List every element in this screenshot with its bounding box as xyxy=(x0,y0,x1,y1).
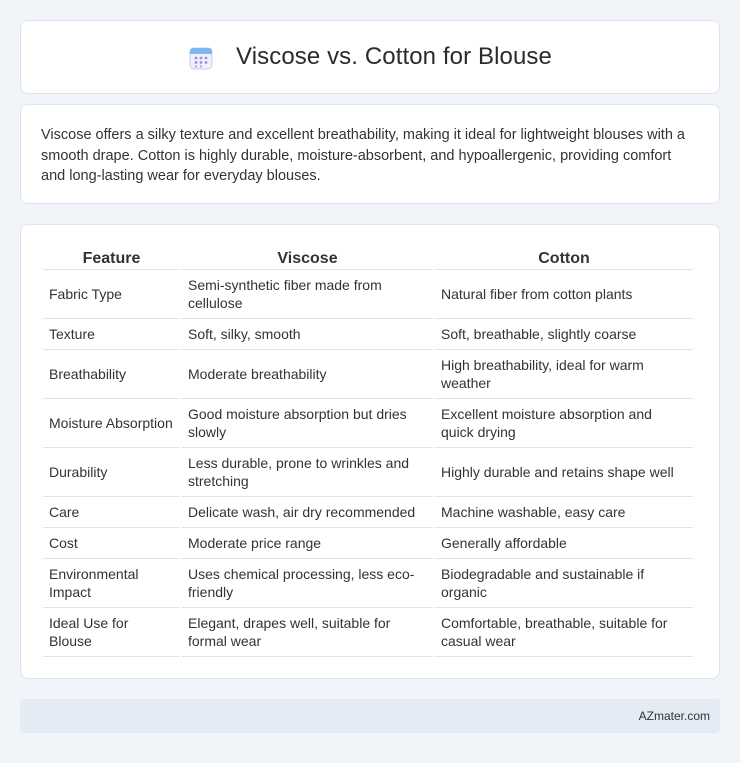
footer xyxy=(20,699,720,733)
viscose-cell: Less durable, prone to wrinkles and stretching xyxy=(182,448,433,497)
viscose-cell: Elegant, drapes well, suitable for formal wear xyxy=(182,608,433,657)
table-row xyxy=(43,399,693,448)
calendar-icon xyxy=(188,45,214,71)
header-feature: Feature xyxy=(43,245,180,270)
table-header-row xyxy=(43,245,693,270)
feature-cell: Environmental Impact xyxy=(43,559,180,608)
header xyxy=(21,21,719,93)
table-row xyxy=(43,497,693,528)
feature-cell: Texture xyxy=(43,319,180,350)
viscose-cell: Moderate breathability xyxy=(182,350,433,399)
cotton-cell: Soft, breathable, slightly coarse xyxy=(435,319,693,350)
table-row xyxy=(43,528,693,559)
feature-cell: Ideal Use for Blouse xyxy=(43,608,180,657)
table-row xyxy=(43,350,693,399)
comparison-table xyxy=(41,245,695,657)
cotton-cell: Excellent moisture absorption and quick drying xyxy=(435,399,693,448)
cotton-cell: Biodegradable and sustainable if organic xyxy=(435,559,693,608)
table-row xyxy=(43,559,693,608)
table-row xyxy=(43,319,693,350)
viscose-cell: Good moisture absorption but dries slowly xyxy=(182,399,433,448)
cotton-cell: Generally affordable xyxy=(435,528,693,559)
comparison-table-card xyxy=(20,224,720,679)
viscose-cell: Soft, silky, smooth xyxy=(182,319,433,350)
feature-cell: Breathability xyxy=(43,350,180,399)
feature-cell: Care xyxy=(43,497,180,528)
table-row xyxy=(43,608,693,657)
feature-cell: Fabric Type xyxy=(43,270,180,319)
summary-card xyxy=(20,104,720,204)
summary-text: Viscose offers a silky texture and excellent breathability, making it ideal for lightweight blouses with a smooth drape. Cotton is highly durable, moisture-absorbent, and hypoallergenic, providing comfort and long-lasting wear for everyday blouses. xyxy=(41,127,685,184)
header-cotton: Cotton xyxy=(435,245,693,270)
viscose-cell: Moderate price range xyxy=(182,528,433,559)
cotton-cell: Machine washable, easy care xyxy=(435,497,693,528)
feature-cell: Durability xyxy=(43,448,180,497)
cotton-cell: Comfortable, breathable, suitable for casual wear xyxy=(435,608,693,657)
feature-cell: Cost xyxy=(43,528,180,559)
viscose-cell: Delicate wash, air dry recommended xyxy=(182,497,433,528)
header-viscose: Viscose xyxy=(182,245,433,270)
viscose-cell: Uses chemical processing, less eco-friendly xyxy=(182,559,433,608)
footer-brand: AZmater.com xyxy=(638,709,710,723)
table-row xyxy=(43,270,693,319)
feature-cell: Moisture Absorption xyxy=(43,399,180,448)
cotton-cell: Highly durable and retains shape well xyxy=(435,448,693,497)
cotton-cell: Natural fiber from cotton plants xyxy=(435,270,693,319)
page-title: Viscose vs. Cotton for Blouse xyxy=(236,43,552,70)
header-card xyxy=(20,20,720,94)
table-row xyxy=(43,448,693,497)
viscose-cell: Semi-synthetic fiber made from cellulose xyxy=(182,270,433,319)
cotton-cell: High breathability, ideal for warm weather xyxy=(435,350,693,399)
